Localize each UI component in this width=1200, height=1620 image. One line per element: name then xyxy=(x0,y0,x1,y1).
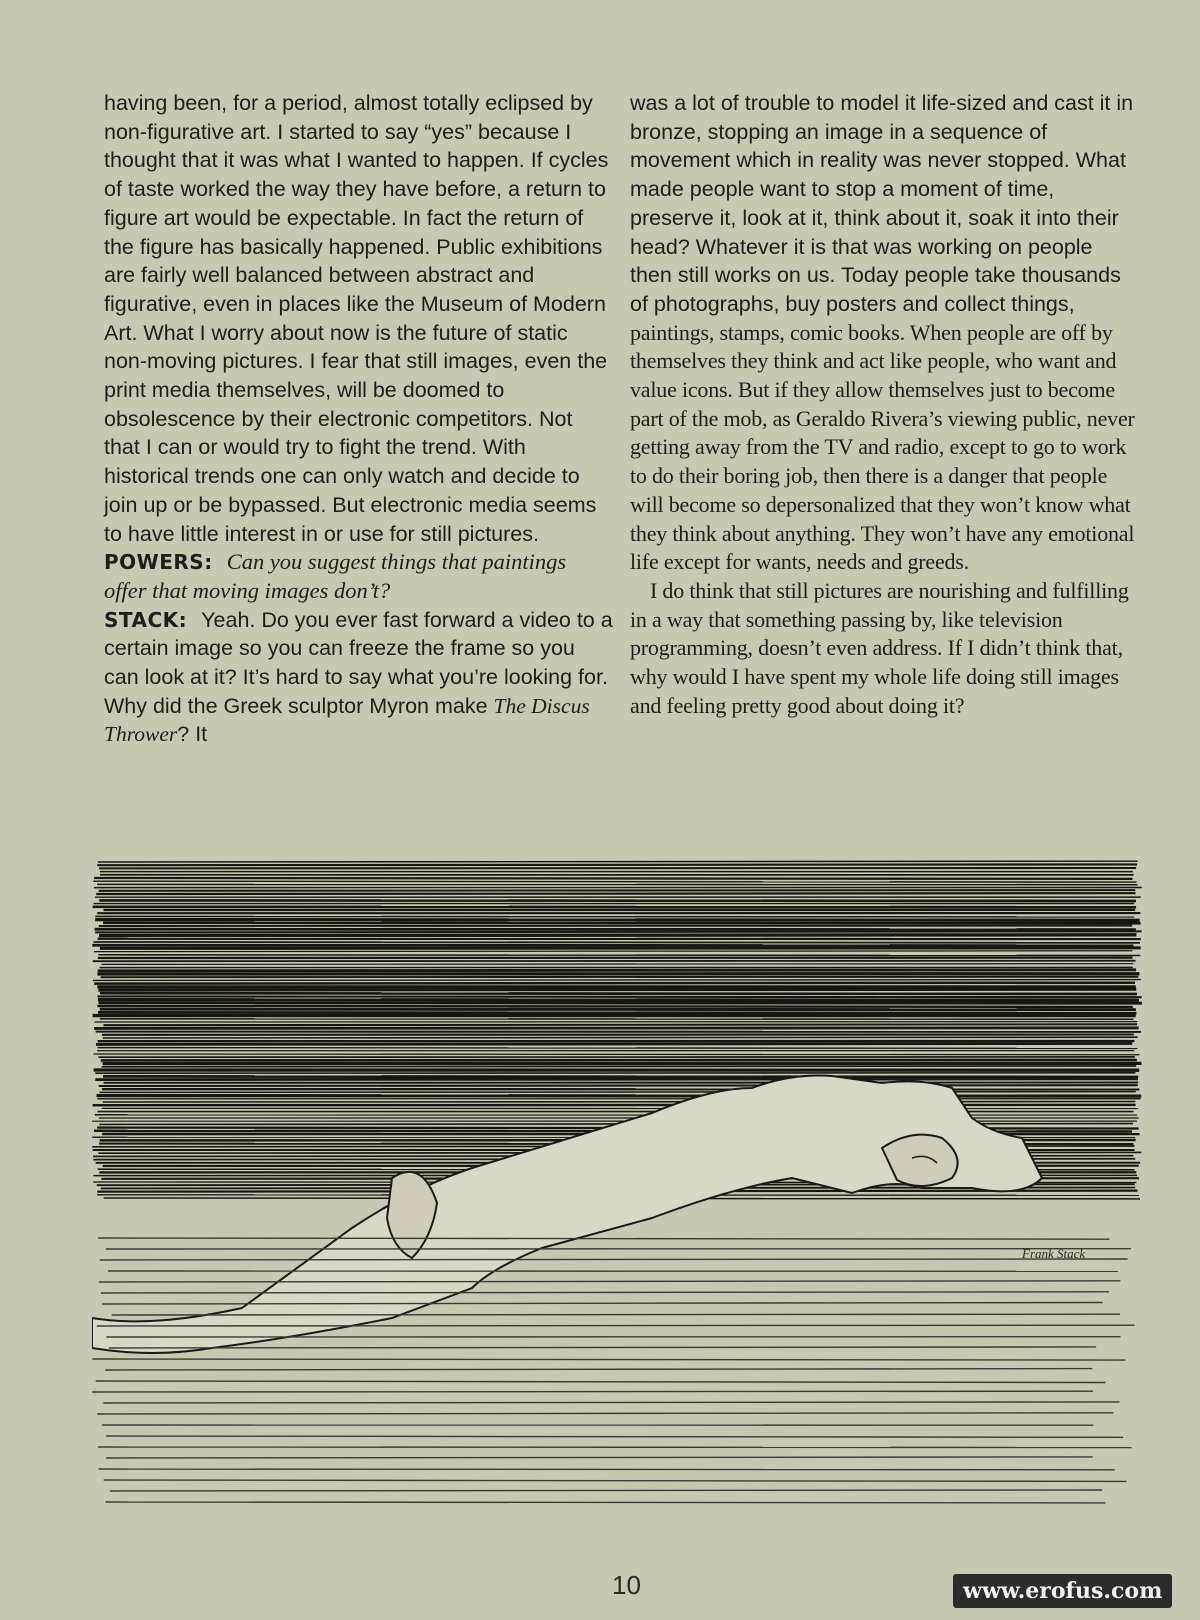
hatch-line xyxy=(100,1009,1136,1010)
hatch-line xyxy=(104,1024,1138,1025)
floor-line xyxy=(112,1314,1120,1315)
hatch-line xyxy=(103,1037,1138,1038)
hatch-line xyxy=(103,923,1141,924)
hatch-line xyxy=(94,1028,1138,1029)
hatch-line xyxy=(96,893,1135,894)
foreground-hatching xyxy=(92,1238,1134,1503)
hatch-line xyxy=(98,1048,1138,1049)
hatch-line xyxy=(99,890,1136,891)
question-text: Can you suggest things that paintings offer that moving images don’t? xyxy=(104,549,567,603)
paragraph-part: was a lot of trouble to model it life-sized and cast it in bronze, stopping an image in a sequence of movement which in reality was never stopped. What made people want to stop a moment of time, preserve it, look at it, think about it, soak it into their head? Whatever it is that was working on people then still works on us. Today people take thousands of photographs, buy posters and collect things, xyxy=(630,91,1134,316)
hatch-line xyxy=(95,1079,1138,1080)
floor-line xyxy=(96,1381,1106,1383)
floor-line xyxy=(110,1490,1102,1491)
hatch-line xyxy=(97,864,1137,865)
hatch-line xyxy=(98,1000,1139,1001)
speaker-label: POWERS: xyxy=(104,550,213,575)
hatch-line xyxy=(99,1092,1136,1093)
hatch-line xyxy=(94,983,1135,984)
hatch-line xyxy=(98,955,1140,956)
watermark: www.erofus.com xyxy=(953,1574,1172,1608)
right-column xyxy=(630,89,1136,720)
hatch-line xyxy=(93,881,1136,882)
question xyxy=(104,548,614,605)
answer-text-end: ? It xyxy=(177,722,208,747)
paragraph: I do think that still pictures are nourishing and fulfilling in a way that something passing by, like television programming, doesn’t even address. If I didn’t think that, why would I have spent my whole life doing still images and feeling pretty good about doing it? xyxy=(630,577,1129,718)
hatch-line xyxy=(93,961,1136,962)
floor-line xyxy=(97,1325,1135,1326)
hatch-line xyxy=(95,931,1141,932)
artist-signature: Frank Stack xyxy=(1022,1246,1086,1261)
hatch-line xyxy=(94,878,1132,879)
hatch-line xyxy=(100,993,1137,994)
hatch-line xyxy=(102,1066,1137,1067)
floor-line xyxy=(109,1347,1096,1348)
reclining-figure-illustration xyxy=(92,858,1142,1518)
hatch-line xyxy=(97,1006,1133,1007)
hatch-line xyxy=(99,900,1136,901)
hatch-line xyxy=(98,989,1136,990)
floor-line xyxy=(104,1480,1127,1481)
hatch-line xyxy=(99,935,1136,936)
hatch-line xyxy=(101,1060,1137,1061)
answer xyxy=(104,606,614,750)
paragraph xyxy=(630,89,1136,577)
hatch-line xyxy=(99,1085,1138,1086)
hatch-line xyxy=(96,1044,1132,1045)
hatch-line xyxy=(101,977,1139,978)
hatch-line xyxy=(103,1102,1136,1103)
hatch-line xyxy=(98,861,1138,862)
hatch-line xyxy=(100,948,1141,949)
left-column xyxy=(104,89,614,749)
floor-line xyxy=(101,1292,1109,1293)
floor-line xyxy=(106,1502,1106,1503)
hatch-line xyxy=(94,942,1140,943)
figure-drawing xyxy=(92,1076,1042,1354)
hatch-line xyxy=(98,996,1142,997)
paragraph: having been, for a period, almost totally eclipsed by non-figurative art. I started to say “yes” because I thought that it was what I wanted to happen. If cycles of taste worked the way they have before, a return to figure art would be expectable. In fact the return of the figure has basically happened. Public exhibitions are fairly well balanced between abstract and figurative, even in places like the Museum of Modern Art. What I worry about now is the future of static non-moving pictures. I fear that still images, even the print media themselves, will be doomed to obsolescence by their electronic competitors. Not that I can or would try to fight the trend. With historical trends one can only watch and decide to join up or be bypassed. But electronic media seems to have little interest in or use for still pictures. xyxy=(104,91,609,546)
floor-line xyxy=(98,1238,1109,1239)
hatch-line xyxy=(102,964,1134,965)
hatch-line xyxy=(95,916,1134,917)
hatch-line xyxy=(98,970,1136,971)
hatch-line xyxy=(97,1096,1142,1097)
floor-line xyxy=(105,1369,1092,1370)
floor-line xyxy=(106,1436,1123,1437)
hatch-line xyxy=(94,951,1132,952)
hatch-line xyxy=(93,980,1141,981)
speaker-label: STACK: xyxy=(104,607,188,632)
hatch-line xyxy=(95,920,1140,921)
paragraph-part: paintings, stamps, comic books. When people are off by themselves they think and act like people, who want and value icons. But if they allow themselves just to become part of the mob, as Geraldo Rivera’s viewing public, never getting away from the TV and radio, except to go to work to do their boring job, then there is a danger that people will become so depersonalized that they won’t know what they think about anything. They won’t have any emotional life except for wants, needs and greeds. xyxy=(630,319,1135,575)
floor-line xyxy=(103,1402,1119,1403)
hatch-line xyxy=(94,1054,1140,1055)
floor-line xyxy=(99,1469,1115,1470)
floor-line xyxy=(98,1447,1132,1448)
artwork-title: The Discus Thrower xyxy=(104,693,590,747)
floor-line xyxy=(97,1413,1113,1414)
page-number: 10 xyxy=(612,1570,641,1600)
floor-line xyxy=(92,1359,1125,1360)
floor-line xyxy=(100,1259,1128,1260)
floor-line xyxy=(99,1281,1121,1282)
hatch-line xyxy=(98,1012,1136,1013)
floor-line xyxy=(92,1391,1093,1392)
answer-text: Yeah. Do you ever fast forward a video to a certain image so you can freeze the frame so you can look at it? It’s hard to say what you’re looking for. Why did the Greek sculptor Myron make xyxy=(104,607,613,718)
hatch-line xyxy=(103,1076,1138,1077)
floor-line xyxy=(106,1457,1093,1458)
